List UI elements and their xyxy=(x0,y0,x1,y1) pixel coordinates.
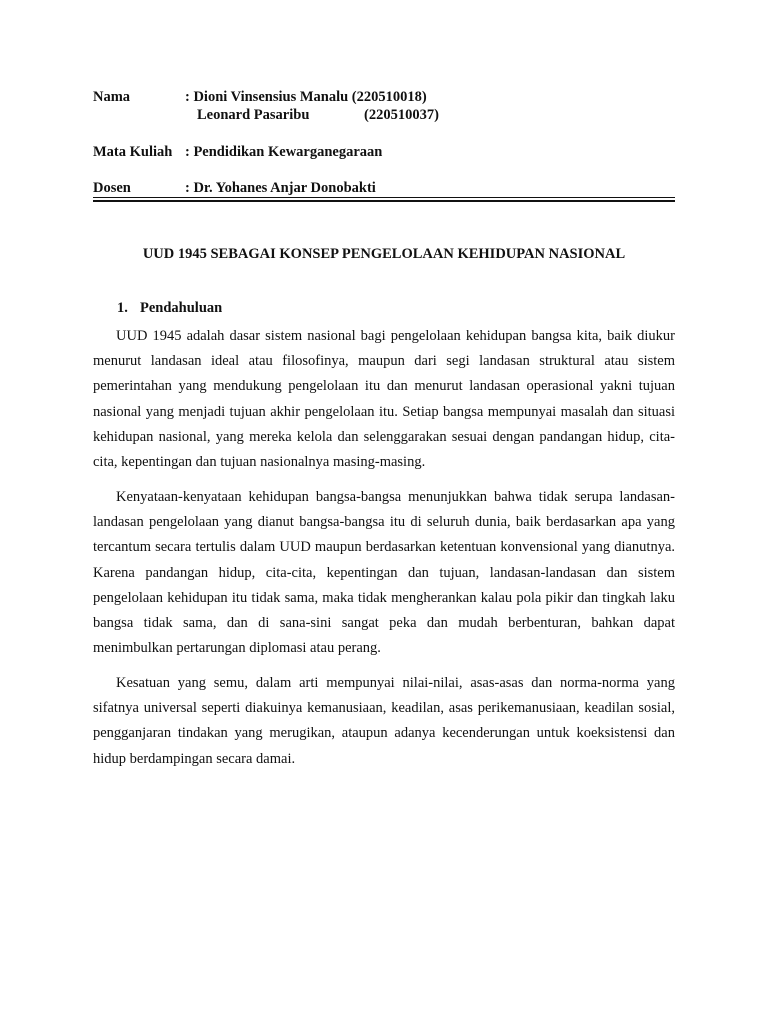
header-name-row-2 xyxy=(197,106,439,124)
lecturer-value: : Dr. Yohanes Anjar Donobakti xyxy=(185,180,376,196)
header-name-row xyxy=(93,88,427,106)
name-value-1: : Dioni Vinsensius Manalu (220510018) xyxy=(185,89,427,105)
section-title: Pendahuluan xyxy=(140,300,223,316)
course-value: : Pendidikan Kewarganegaraan xyxy=(185,144,383,160)
document-title: UUD 1945 SEBAGAI KONSEP PENGELOLAAN KEHIDUPAN NASIONAL xyxy=(142,246,626,262)
header-lecturer-row xyxy=(93,179,376,197)
name-label: Nama xyxy=(93,89,131,105)
section-number: 1. xyxy=(117,300,128,316)
paragraph-1: UUD 1945 adalah dasar sistem nasional bagi pengelolaan kehidupan bangsa kita, baik diukur menurut landasan ideal atau filosofinya, maupun dari segi landasan struktural atau sistem pemerintahan yang mendukung pengelolaan itu dan menurut landasan operasional yakni tujuan nasional yang menjadi tujuan akhir pengelolaan itu. Setiap bangsa mempunyai masalah dan situasi kehidupan nasional, yang mereka kelola dan selenggarakan sesuai dengan pandangan hidup, cita-cita, kepentingan dan tujuan nasionalnya masing-masing. xyxy=(93,328,675,471)
paragraph-2: Kenyataan-kenyataan kehidupan bangsa-bangsa menunjukkan bahwa tidak serupa landasan-landasan pengelolaan yang dianut bangsa-bangsa itu di seluruh dunia, baik berdasarkan apa yang tercantum secara tertulis dalam UUD maupun berdasarkan ketentuan konvensional yang dianutnya. Karena pandangan hidup, cita-cita, kepentingan dan tujuan, landasan-landasan dan sistem pengelolaan kehidupan itu tidak sama, maka tidak mengherankan kalau pola pikir dan tingkah laku bangsa tidak sama, dan di sana-sini sangat peka dan mudah berbenturan, bahkan dapat menimbulkan pertarungan diplomasi atau perang. xyxy=(93,489,675,657)
header-divider-thin xyxy=(93,197,675,198)
paragraph-3: Kesatuan yang semu, dalam arti mempunyai nilai-nilai, asas-asas dan norma-norma yang sifatnya universal seperti diakuinya kemanusiaan, keadilan, asas perikemanusiaan, keadilan sosial, pengganjaran tindakan yang merugikan, ataupun adanya kecenderungan untuk koeksistensi dan hidup berdampingan secara damai. xyxy=(93,675,675,767)
header-course-row xyxy=(93,143,382,161)
lecturer-label: Dosen xyxy=(93,180,131,196)
course-label: Mata Kuliah xyxy=(93,144,173,160)
name-value-2: Leonard Pasaribu xyxy=(197,107,310,123)
header-divider-thick xyxy=(93,200,675,202)
name-value-2-id: (220510037) xyxy=(364,107,439,123)
section-heading xyxy=(117,300,222,317)
